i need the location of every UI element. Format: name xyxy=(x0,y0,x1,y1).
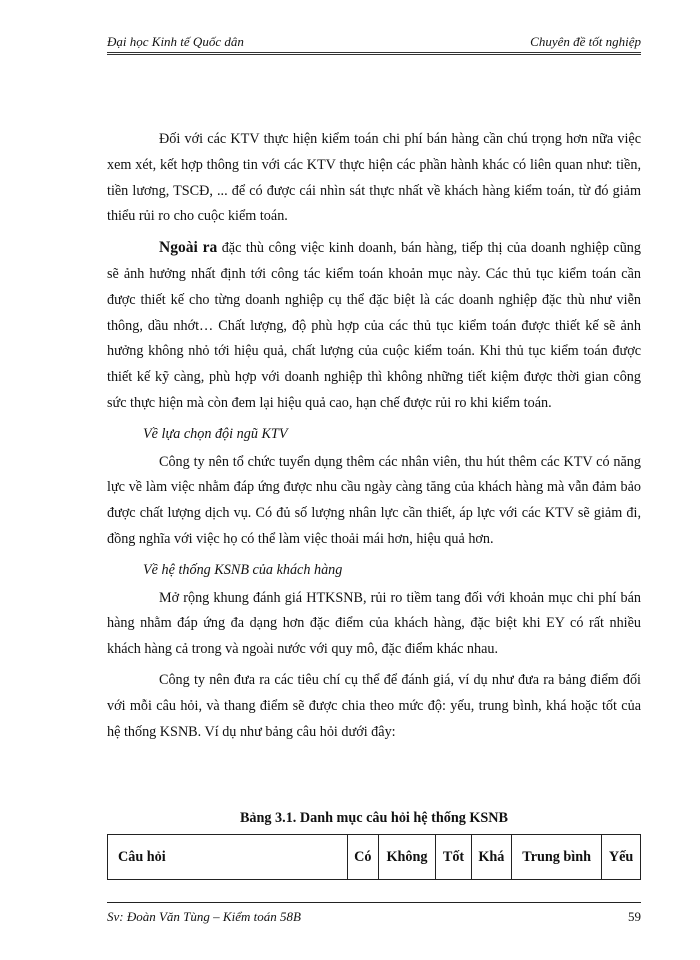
col-yes: Có xyxy=(348,835,379,880)
footer-student: Sv: Đoàn Văn Tùng – Kiểm toán 58B xyxy=(107,909,301,924)
question-table xyxy=(107,834,641,880)
subheading-staff: Về lựa chọn đội ngũ KTV xyxy=(143,425,288,442)
page-number: 59 xyxy=(628,909,641,924)
paragraph-3: Công ty nên tổ chức tuyển dụng thêm các nhân viên, thu hút thêm các KTV có năng lực về làm việc nhằm đáp ứng được nhu cầu ngày càng tăng của khách hàng mà vẫn đảm bảo được chất lượng dịch vụ. Có đủ số lượng nhân lực cần thiết, áp lực với các KTV sẽ giảm đi, đồng nghĩa với việc họ có thể làm việc thoải mái hơn, hiệu quả hơn. xyxy=(107,453,641,547)
page-footer xyxy=(107,902,641,933)
paragraph-2-lead: Ngoài ra xyxy=(159,239,218,257)
document-page xyxy=(107,32,641,932)
subheading-internal-control: Về hệ thống KSNB của khách hàng xyxy=(143,561,343,578)
body-text xyxy=(107,127,641,750)
table-title: Bảng 3.1. Danh mục câu hỏi hệ thống KSNB xyxy=(239,810,509,826)
col-question: Câu hỏi xyxy=(108,835,348,880)
header-thesis-title: Chuyên đề tốt nghiệp xyxy=(530,34,641,49)
col-weak: Yếu xyxy=(602,835,641,880)
col-average: Trung bình xyxy=(512,835,602,880)
col-fair: Khá xyxy=(471,835,512,880)
paragraph-2 xyxy=(107,235,641,417)
col-no: Không xyxy=(378,835,436,880)
table-header-row xyxy=(108,835,641,880)
paragraph-5: Công ty nên đưa ra các tiêu chí cụ thể để đánh giá, ví dụ như đưa ra bảng điểm đối với mỗi câu hỏi, và thang điểm sẽ được chia theo mức độ: yếu, trung bình, khá hoặc tốt của hệ thống KSNB. Ví dụ như bảng câu hỏi dưới đây: xyxy=(107,671,641,740)
paragraph-1: Đối với các KTV thực hiện kiểm toán chi phí bán hàng cần chú trọng hơn nữa việc xem xét, kết hợp thông tin với các KTV thực hiện các phần hành khác có liên quan như: tiền, tiền lương, TSCĐ, ... để có được cái nhìn sát thực nhất về khách hàng kiểm toán, từ đó giảm thiểu rủi ro cho cuộc kiểm toán. xyxy=(107,131,641,225)
paragraph-4: Mở rộng khung đánh giá HTKSNB, rủi ro tiềm tang đối với khoản mục chi phí bán hàng nhằm đáp ứng đa dạng hơn đặc điểm của khách hàng, đặc biệt khi EY có rất nhiều khách hàng cả trong và ngoài nước với quy mô, đặc điểm khác nhau. xyxy=(107,589,641,658)
page-header xyxy=(107,32,641,55)
col-good: Tốt xyxy=(436,835,471,880)
header-university: Đại học Kinh tế Quốc dân xyxy=(107,34,244,49)
paragraph-2-rest: đặc thù công việc kinh doanh, bán hàng, tiếp thị của doanh nghiệp cũng sẽ ảnh hưởng nhất định tới công tác kiểm toán khoản mục này. Các thủ tục kiểm toán cần được thiết kế cho từng doanh nghiệp cụ thể đặc biệt là các doanh nghiệp đặc thù như viễn thông, dầu nhớt… Chất lượng, độ phù hợp của các thủ tục kiểm toán được thiết kế sẽ ảnh hưởng không nhỏ tới hiệu quả, chất lượng của cuộc kiểm toán. Khi thủ tục kiểm toán được thiết kế kỹ càng, phù hợp với doanh nghiệp thì không những tiết kiệm được thời gian công sức thực hiện mà còn đem lại hiệu quả cao, hạn chế được rủi ro khi kiểm toán. xyxy=(107,240,641,411)
